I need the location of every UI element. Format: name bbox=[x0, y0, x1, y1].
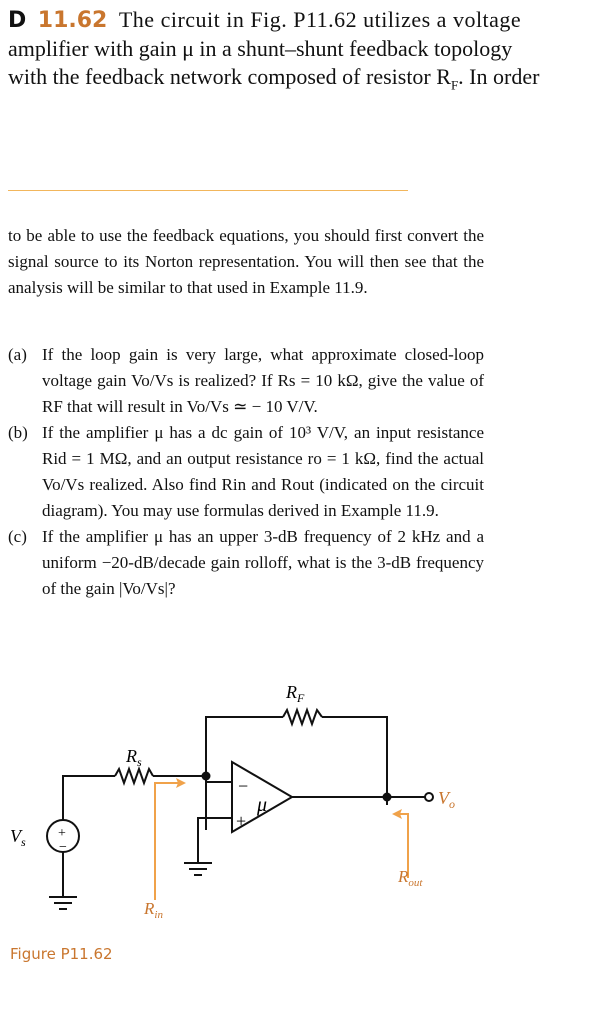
part-c: (c) If the amplifier μ has an upper 3-dB frequency of 2 kHz and a uniform −20-dB/decade gain rolloff, what is the 3-dB frequency of the gain |Vo/Vs|? bbox=[8, 527, 484, 598]
rin-indicator-line bbox=[155, 783, 180, 900]
intro-line-2: amplifier with gain μ in a shunt–shunt feedback topology bbox=[8, 36, 513, 61]
label-vo: $V_o$ bbox=[438, 788, 455, 811]
problem-statement bbox=[8, 6, 608, 99]
wire-source-top bbox=[63, 776, 115, 820]
page-divider bbox=[8, 190, 408, 191]
node-output bbox=[383, 793, 392, 802]
label-rin: $R_{in}$ bbox=[144, 899, 163, 921]
problem-number: 11.62 bbox=[37, 8, 108, 33]
resistor-rs bbox=[115, 769, 153, 783]
label-rf: $R_F$ bbox=[286, 682, 305, 705]
output-terminal bbox=[425, 793, 433, 801]
wire-feedback-right bbox=[322, 717, 387, 805]
part-a: (a) If the loop gain is very large, what approximate closed-loop voltage gain Vo/Vs is realized? If Rs = 10 kΩ, give the value of RF that will result in Vo/Vs ≃ − 10 V/V. bbox=[8, 345, 484, 416]
label-plus: + bbox=[236, 811, 247, 831]
label-vs: $V_s$ bbox=[10, 826, 26, 849]
label-rs: $R_s$ bbox=[126, 746, 142, 769]
figure-caption: Figure P11.62 bbox=[10, 945, 113, 963]
circuit-diagram bbox=[0, 670, 612, 940]
label-rout: $R_{out}$ bbox=[398, 867, 423, 889]
part-b: (b) If the amplifier μ has a dc gain of 10³ V/V, an input resistance Rid = 1 MΩ, and an output resistance ro = 1 kΩ, find the actual Vo/Vs realized. Also find Rin and Rout (indicated on the circuit diagram). You may use formulas derived in Example 11.9. bbox=[8, 423, 484, 520]
problem-header-line bbox=[8, 6, 608, 35]
resistor-rf bbox=[283, 710, 322, 724]
label-minus: − bbox=[238, 776, 249, 796]
intro-line-1: The circuit in Fig. P11.62 utilizes a voltage bbox=[118, 7, 522, 32]
wire-plus-ground bbox=[198, 818, 232, 863]
source-minus: − bbox=[59, 840, 67, 855]
ground-symbol-amp bbox=[184, 863, 212, 875]
intro-line-3: with the feedback network composed of resistor $R_F$. In order bbox=[8, 64, 540, 93]
problem-marker: D bbox=[8, 8, 27, 33]
node-input bbox=[202, 772, 211, 781]
continuation-paragraph: to be able to use the feedback equations, you should first convert the signal source to its Norton representation. You will then see that the analysis will be similar to that used in Example 11.9. bbox=[8, 226, 484, 297]
wire-rs-node bbox=[153, 776, 232, 782]
ground-symbol-source bbox=[49, 897, 77, 909]
parts-list bbox=[8, 342, 484, 602]
label-mu: μ bbox=[257, 794, 268, 816]
source-plus: + bbox=[58, 826, 66, 841]
